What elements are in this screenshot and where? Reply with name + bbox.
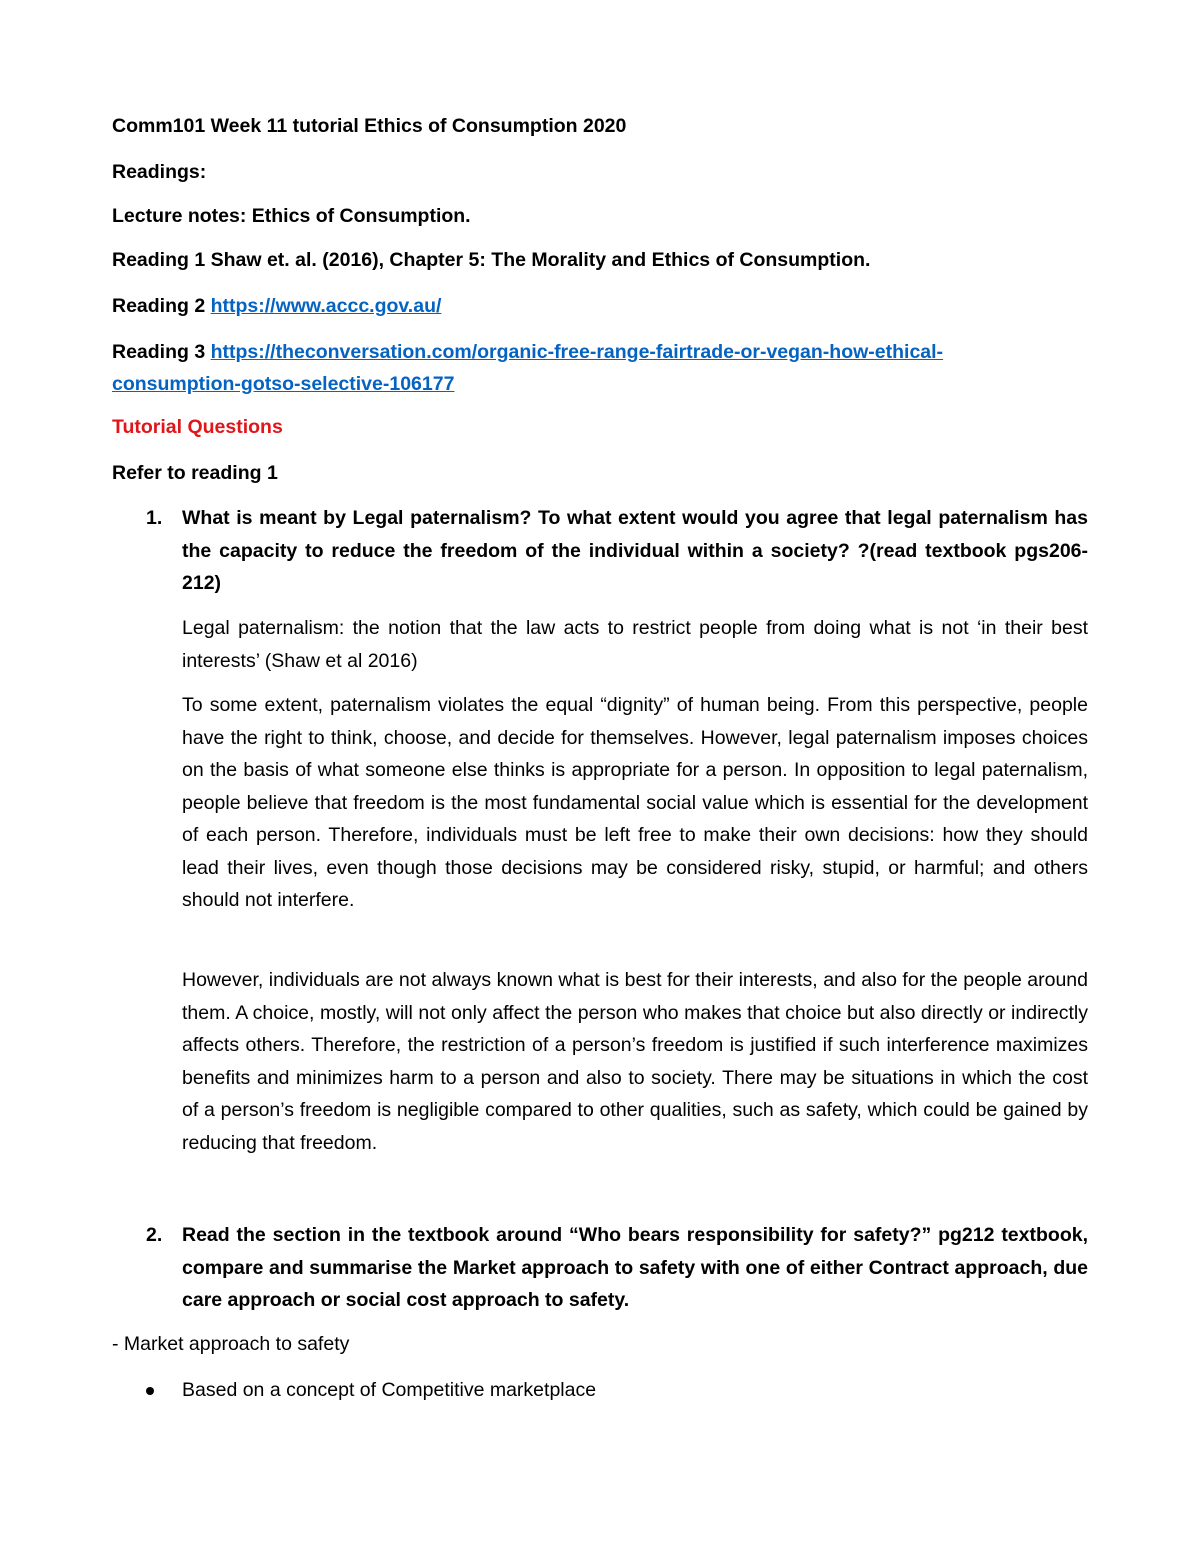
answer-1-definition: Legal paternalism: the notion that the law acts to restrict people from doing what is not ‘in their best interests’ (Shaw et al 2016): [182, 617, 1088, 672]
reading-2-link[interactable]: https://www.accc.gov.au/: [210, 295, 442, 317]
question-1-number: 1.: [146, 507, 163, 529]
question-2-text: Read the section in the textbook around “Who bears responsibility for safety?” pg212 textbook, compare and summarise the Market approach to safety with one of either Contract approach, due care approach or social cost approach to safety.: [182, 1224, 1088, 1311]
reading-3-link-part-2[interactable]: consumption-gotso-selective-106177: [112, 373, 455, 395]
refer-to-reading-line: Refer to reading 1: [112, 462, 278, 484]
question-2: [112, 1219, 1088, 1317]
reading-2-line: [112, 290, 441, 323]
reading-3-link-continuation: [112, 368, 454, 401]
readings-heading: Readings:: [112, 161, 207, 183]
reading-2-label: Reading 2: [112, 295, 211, 317]
reading-1-line: Reading 1 Shaw et. al. (2016), Chapter 5: The Morality and Ethics of Consumption.: [112, 249, 871, 271]
reading-3-link-part-1[interactable]: https://theconversation.com/organic-free-range-fairtrade-or-vegan-how-ethical-: [210, 341, 944, 363]
question-1: [112, 502, 1088, 600]
question-2-number: 2.: [146, 1224, 163, 1246]
market-approach-heading: - Market approach to safety: [112, 1333, 350, 1355]
question-1-text: What is meant by Legal paternalism? To what extent would you agree that legal paternalism has the capacity to reduce the freedom of the individual within a society? ?(read textbook pgs206-212): [182, 507, 1088, 594]
reading-3-label: Reading 3: [112, 341, 211, 363]
answer-1-paragraph-3: However, individuals are not always known what is best for their interests, and also for the people around them. A choice, mostly, will not only affect the person who makes that choice but also directly or indirectly affects others. Therefore, the restriction of a person’s freedom is justified if such interference maximizes benefits and minimizes harm to a person and also to society. There may be situations in which the cost of a person’s freedom is negligible compared to other qualities, such as safety, which could be gained by reducing that freedom.: [182, 969, 1088, 1154]
lecture-notes-line: Lecture notes: Ethics of Consumption.: [112, 205, 471, 227]
tutorial-questions-heading: Tutorial Questions: [112, 416, 283, 438]
reading-3-line: [112, 336, 943, 369]
bullet-item-1: Based on a concept of Competitive marketplace: [182, 1379, 597, 1401]
bullet-icon: [146, 1387, 154, 1395]
answer-1-paragraph-2: To some extent, paternalism violates the equal “dignity” of human being. From this perspective, people have the right to think, choose, and decide for themselves. However, legal paternalism imposes choices on the basis of what someone else thinks is appropriate for a person. In opposition to legal paternalism, people believe that freedom is the most fundamental social value which is essential for the development of each person. Therefore, individuals must be left free to make their own decisions: how they should lead their lives, even though those decisions may be considered risky, stupid, or harmful; and others should not interfere.: [182, 694, 1088, 911]
document-title: Comm101 Week 11 tutorial Ethics of Consumption 2020: [112, 115, 627, 137]
